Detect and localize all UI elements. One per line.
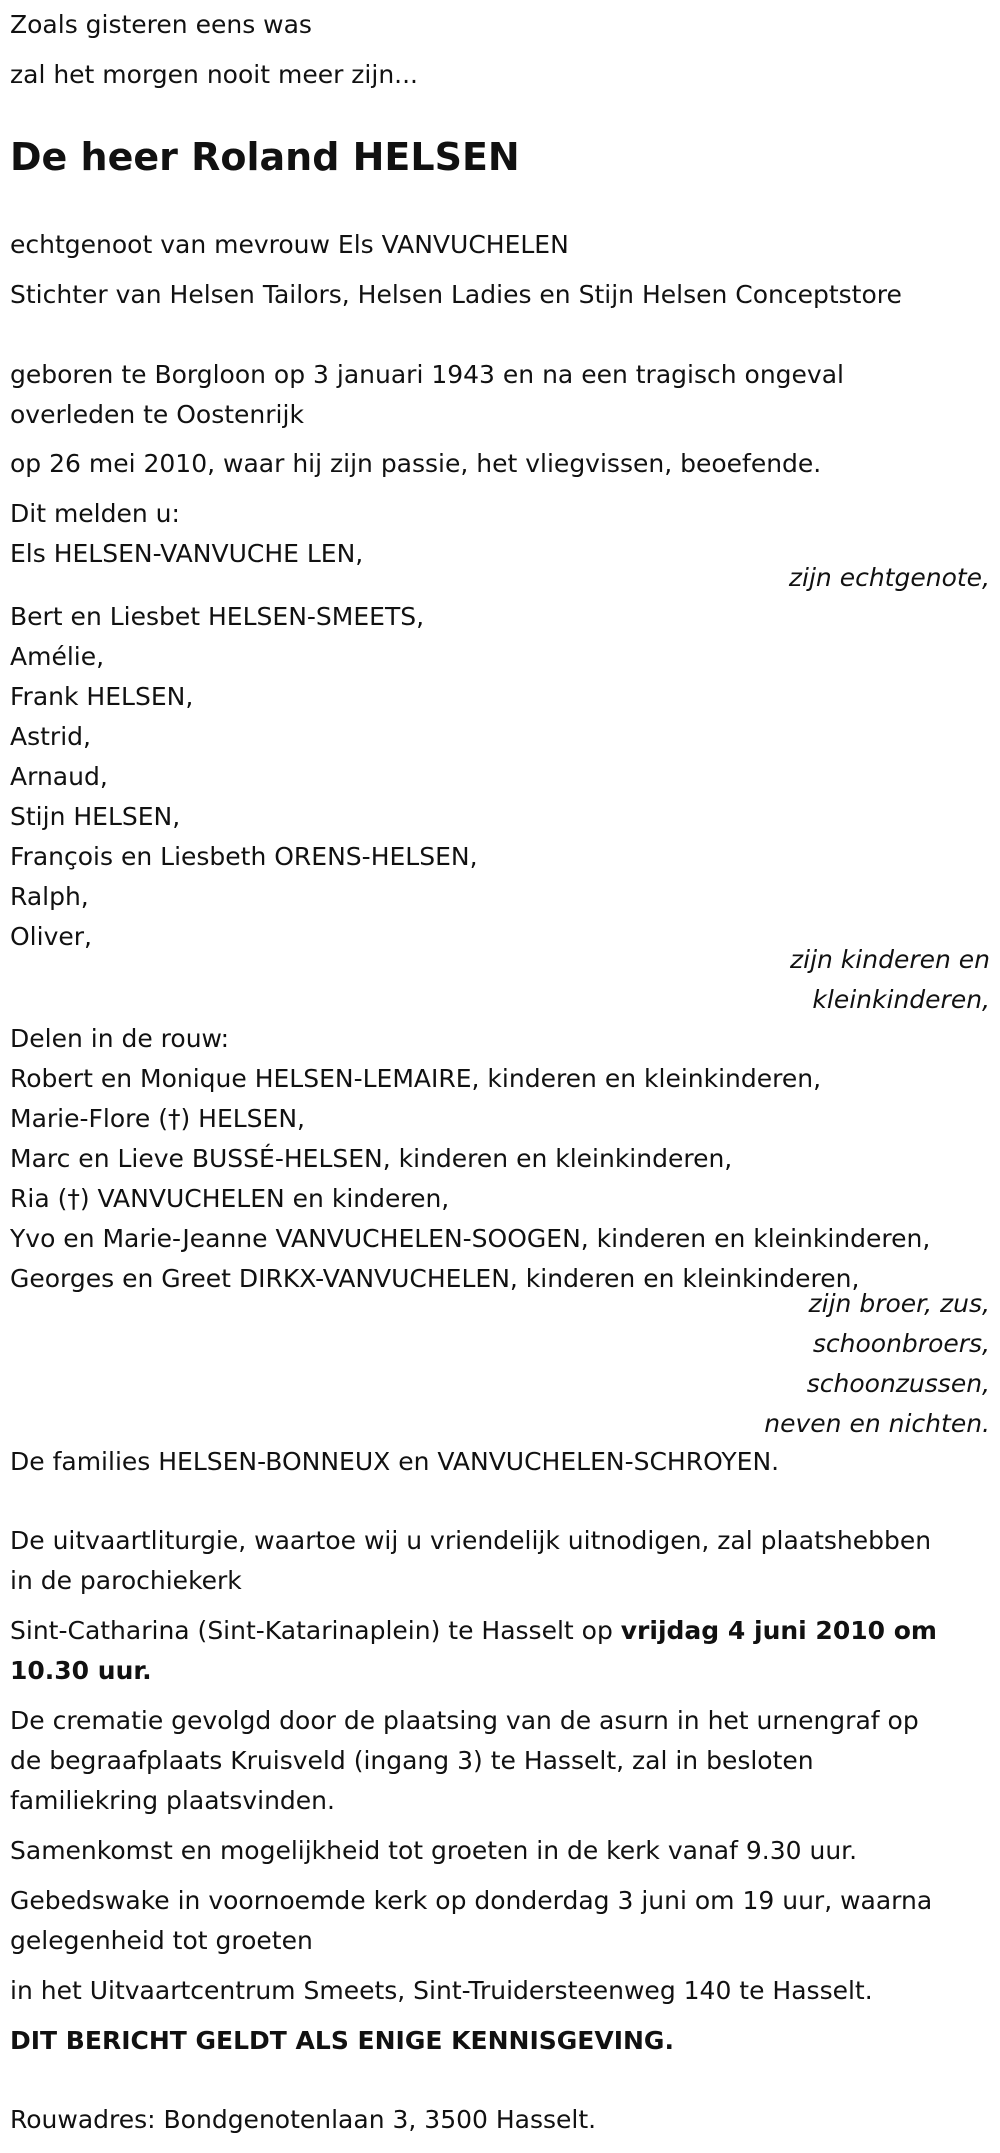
mourning-role-line-1: zijn broer, zus, <box>808 1289 990 1318</box>
mourning-line: Robert en Monique HELSEN-LEMAIRE, kinderen en kleinkinderen, <box>10 1064 822 1093</box>
mourning-role-line-3: schoonzussen, <box>806 1369 990 1398</box>
child-line: Stijn HELSEN, <box>10 802 181 831</box>
child-line: Frank HELSEN, <box>10 682 194 711</box>
child-line: Bert en Liesbet HELSEN-SMEETS, <box>10 602 425 631</box>
cremation-line-1: De crematie gevolgd door de plaatsing van de asurn in het urnengraf op <box>10 1706 919 1735</box>
wife-role: zijn echtgenote, <box>788 563 990 592</box>
ceremony-line-2: in de parochiekerk <box>10 1566 242 1595</box>
mourning-line: Georges en Greet DIRKX-VANVUCHELEN, kinderen en kleinkinderen, <box>10 1264 860 1293</box>
founder-line: Stichter van Helsen Tailors, Helsen Ladies en Stijn Helsen Conceptstore <box>10 280 902 309</box>
children-role-line-2: kleinkinderen, <box>812 985 990 1014</box>
mourning-line: Yvo en Marie-Jeanne VANVUCHELEN-SOOGEN, kinderen en kleinkinderen, <box>10 1224 931 1253</box>
birth-line-1: geboren te Borgloon op 3 januari 1943 en na een tragisch ongeval <box>10 360 844 389</box>
mourning-role-line-2: schoonbroers, <box>812 1329 990 1358</box>
child-line: Arnaud, <box>10 762 108 791</box>
mourning-line: Marc en Lieve BUSSÉ-HELSEN, kinderen en kleinkinderen, <box>10 1144 733 1173</box>
child-line: Oliver, <box>10 922 92 951</box>
wake-line-1: Gebedswake in voornoemde kerk op donderdag 3 juni om 19 uur, waarna <box>10 1886 933 1915</box>
child-line: François en Liesbeth ORENS-HELSEN, <box>10 842 478 871</box>
ceremony-location: Sint-Catharina (Sint-Katarinaplein) te Hasselt op <box>10 1616 621 1645</box>
ceremony-time: 10.30 uur. <box>10 1656 152 1685</box>
child-line: Astrid, <box>10 722 91 751</box>
mourning-role-line-4: neven en nichten. <box>764 1409 990 1438</box>
gathering-line: Samenkomst en mogelijkheid tot groeten in de kerk vanaf 9.30 uur. <box>10 1836 858 1865</box>
ceremony-line-1: De uitvaartliturgie, waartoe wij u vriendelijk uitnodigen, zal plaatshebben <box>10 1526 932 1555</box>
notice-line: DIT BERICHT GELDT ALS ENIGE KENNISGEVING. <box>10 2026 674 2055</box>
mourning-label: Delen in de rouw: <box>10 1024 230 1053</box>
birth-line-3: op 26 mei 2010, waar hij zijn passie, het vliegvissen, beoefende. <box>10 449 822 478</box>
mourning-line: Ria (†) VANVUCHELEN en kinderen, <box>10 1184 450 1213</box>
wake-line-2: gelegenheid tot groeten <box>10 1926 313 1955</box>
child-line: Ralph, <box>10 882 89 911</box>
birth-line-2: overleden te Oostenrijk <box>10 400 304 429</box>
children-role-line-1: zijn kinderen en <box>790 945 990 974</box>
cremation-line-3: familiekring plaatsvinden. <box>10 1786 335 1815</box>
child-line: Amélie, <box>10 642 105 671</box>
ceremony-date: vrijdag 4 juni 2010 om <box>620 1616 937 1645</box>
intro-line-1: Zoals gisteren eens was <box>10 10 312 39</box>
ceremony-line-3 <box>10 1611 937 1651</box>
cremation-line-2: de begraafplaats Kruisveld (ingang 3) te Hasselt, zal in besloten <box>10 1746 814 1775</box>
deceased-name-title: De heer Roland HELSEN <box>10 135 520 179</box>
wake-line-3: in het Uitvaartcentrum Smeets, Sint-Truidersteenweg 140 te Hasselt. <box>10 1976 873 2005</box>
address-line: Rouwadres: Bondgenotenlaan 3, 3500 Hasselt. <box>10 2105 597 2134</box>
families-line: De families HELSEN-BONNEUX en VANVUCHELEN-SCHROYEN. <box>10 1447 780 1476</box>
mourning-line: Marie-Flore (†) HELSEN, <box>10 1104 305 1133</box>
announce-label: Dit melden u: <box>10 499 180 528</box>
intro-line-2: zal het morgen nooit meer zijn... <box>10 60 419 89</box>
spouse-line: echtgenoot van mevrouw Els VANVUCHELEN <box>10 230 569 259</box>
wife-name: Els HELSEN-VANVUCHE LEN, <box>10 539 364 568</box>
